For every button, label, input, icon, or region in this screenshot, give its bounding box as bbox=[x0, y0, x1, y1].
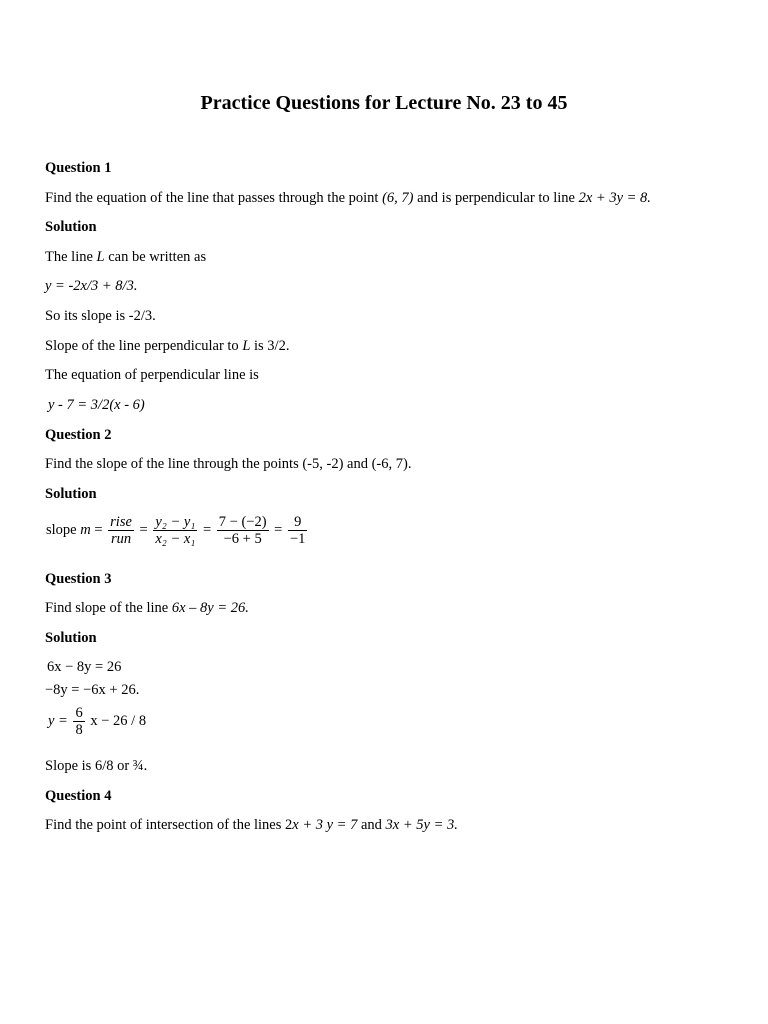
q2-f1-num: rise bbox=[110, 514, 132, 530]
q1-solution-line-3: So its slope is -2/3. bbox=[45, 308, 156, 324]
question-2-solution-heading: Solution bbox=[45, 486, 97, 502]
q1-solution-line-5: The equation of perpendicular line is bbox=[45, 367, 259, 383]
q3-equation-3 bbox=[48, 705, 146, 738]
q3-equation-1: 6x − 8y = 26 bbox=[47, 659, 122, 675]
q3-slope-result: Slope is 6/8 or ¾. bbox=[45, 758, 148, 774]
question-4-heading: Question 4 bbox=[45, 788, 112, 804]
q2-f2-den: x₂ − x₁ bbox=[155, 531, 196, 547]
q4-text-d: 3x + 5y = 3. bbox=[385, 817, 458, 833]
q1-s1-a: The line bbox=[45, 249, 97, 265]
q3-line-eq: 6x – 8y = 26. bbox=[171, 600, 249, 616]
q1-s4-b: is 3/2. bbox=[250, 338, 290, 354]
q2-fraction-values bbox=[217, 514, 269, 547]
q2-equals-4: = bbox=[274, 521, 283, 538]
q1-solution-line-1 bbox=[45, 248, 206, 266]
q1-s1-b: can be written as bbox=[104, 249, 207, 265]
question-2-text: Find the slope of the line through the points (-5, -2) and (-6, 7). bbox=[45, 456, 412, 472]
q2-f4-num: 9 bbox=[294, 514, 302, 530]
q2-f2-num: y₂ − y₁ bbox=[155, 514, 196, 530]
q2-m: m bbox=[80, 521, 91, 538]
q2-f1-den: run bbox=[108, 530, 134, 547]
q1-line-eq: 2x + 3y = 8. bbox=[578, 190, 651, 206]
q1-text-a: Find the equation of the line that passes through the point bbox=[45, 190, 383, 206]
q1-solution-line-2 bbox=[45, 277, 137, 295]
q3-e3-den: 8 bbox=[75, 722, 83, 738]
q1-solution-line-4 bbox=[45, 337, 289, 355]
q4-text-a: Find the point of intersection of the lines 2 bbox=[45, 817, 293, 833]
question-1-solution-heading: Solution bbox=[45, 219, 97, 235]
q2-fraction-coords bbox=[153, 514, 197, 547]
q2-fraction-result bbox=[288, 514, 307, 547]
q2-fraction-rise-run bbox=[108, 514, 134, 547]
q3-fraction bbox=[73, 705, 84, 738]
q1-s2: y = -2x/3 + 8/3. bbox=[45, 278, 138, 294]
q3-equation-2: −8y = −6x + 26. bbox=[45, 682, 140, 698]
question-1-heading: Question 1 bbox=[45, 160, 112, 176]
question-3-heading: Question 3 bbox=[45, 571, 112, 587]
q2-equals-2: = bbox=[139, 521, 148, 538]
q1-s4-L: L bbox=[242, 338, 251, 354]
question-3-text bbox=[45, 599, 249, 617]
q1-s6: y - 7 = 3/2(x - 6) bbox=[48, 397, 145, 413]
question-1-text bbox=[45, 189, 651, 207]
q2-equals-3: = bbox=[202, 521, 212, 538]
q1-s4-a: Slope of the line perpendicular to bbox=[45, 338, 243, 354]
q2-equals-1: = bbox=[94, 521, 103, 538]
question-2-heading: Question 2 bbox=[45, 427, 112, 443]
q2-f4-den: −1 bbox=[289, 531, 306, 547]
question-3-solution-heading: Solution bbox=[45, 630, 97, 646]
q3-e3-a: y = bbox=[48, 712, 72, 729]
q1-point: (6, 7) bbox=[382, 190, 414, 206]
q4-text-b: x + 3 y = 7 bbox=[292, 817, 358, 833]
q3-text-a: Find slope of the line bbox=[45, 600, 172, 616]
q1-s1-L: L bbox=[96, 249, 105, 265]
question-4-text bbox=[45, 816, 458, 834]
q2-slope-equation bbox=[46, 514, 309, 547]
q3-e3-b: x − 26 / 8 bbox=[90, 712, 147, 729]
q2-f3-num: 7 − (−2) bbox=[218, 514, 267, 530]
q1-solution-line-6 bbox=[48, 396, 145, 414]
q2-slope-label: slope bbox=[46, 521, 81, 538]
q1-text-b: and is perpendicular to line bbox=[413, 190, 579, 206]
page-title: Practice Questions for Lecture No. 23 to 45 bbox=[200, 92, 568, 114]
q2-f3-den: −6 + 5 bbox=[217, 530, 269, 547]
q4-text-c: and bbox=[357, 817, 386, 833]
q3-e3-num: 6 bbox=[75, 705, 83, 721]
